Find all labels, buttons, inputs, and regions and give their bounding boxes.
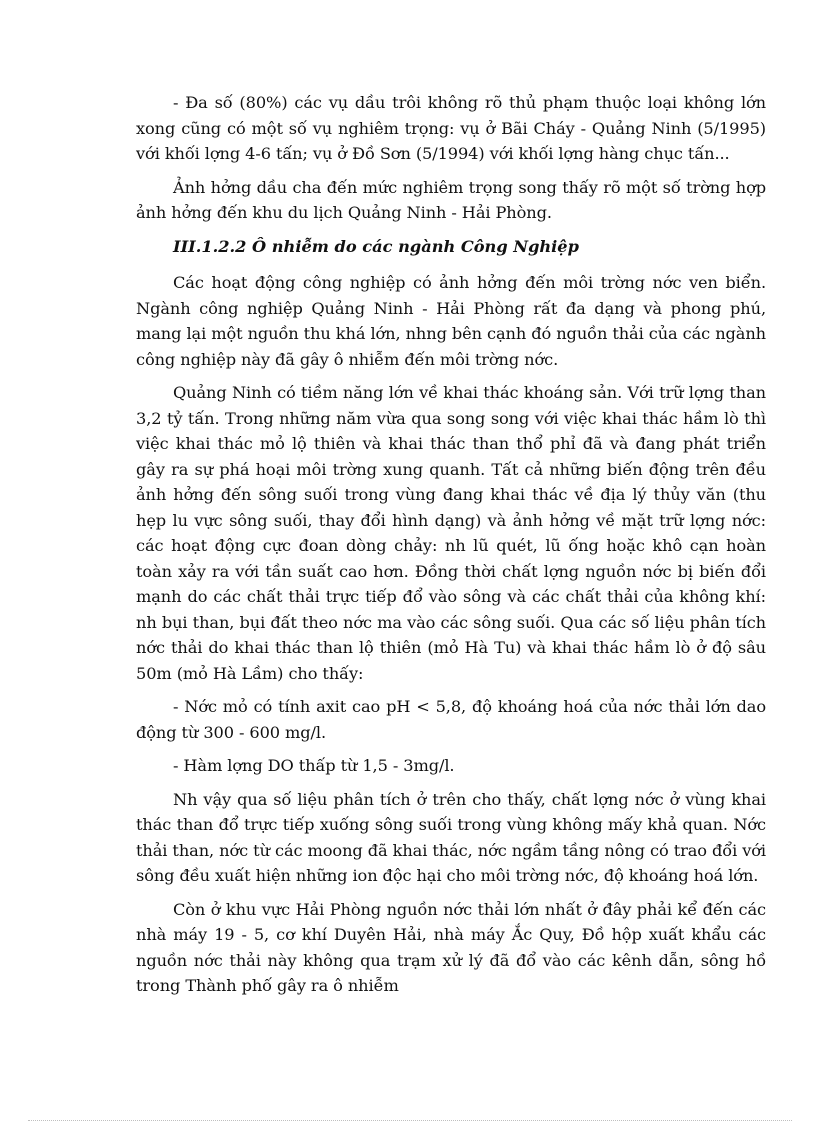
paragraph-industrial-impact: Các hoạt động công nghiệp có ảnh hởng đến môi trờng nớc ven biển. Ngành công nghiệp Quảng Ninh - Hải Phòng rất đa dạng và phong phú, mang lại một nguồn thu khá lớn, nhng bên cạnh đó nguồn thải của các ngành công nghiệp này đã gây ô nhiễm đến môi trờng nớc. <box>136 273 766 369</box>
paragraph-quang-ninh-mining: Quảng Ninh có tiềm năng lớn về khai thác khoáng sản. Với trữ lợng than 3,2 tỷ tấn. Trong những năm vừa qua song song với việc khai thác hầm lò thì việc khai thác mỏ lộ thiên và khai thác than thổ phỉ đã và đang phát triển gây ra sự phá hoại môi trờng xung quanh. Tất cả những biến động trên đều ảnh hởng đến sông suối trong vùng đang khai thác về địa lý thủy văn (thu hẹp lu vực sông suối, thay đổi hình dạng) và ảnh hởng về mặt trữ lợng nớc: các hoạt động cực đoan dòng chảy: nh lũ quét, lũ ống hoặc khô cạn hoàn toàn xảy ra với tần suất cao hơn. Đồng thời chất lợng nguồn nớc bị biến đổi mạnh do các chất thải trực tiếp đổ vào sông và các chất thải của không khí: nh bụi than, bụi đất theo nớc ma vào các sông suối. Qua các số liệu phân tích nớc thải do khai thác than lộ thiên (mỏ Hà Tu) và khai thác hầm lò ở độ sâu 50m (mỏ Hà Lầm) cho thấy: <box>136 383 766 683</box>
page-bottom-dotted-rule <box>28 1120 792 1121</box>
paragraph-oil-impact: Ảnh hởng dầu cha đến mức nghiêm trọng song thấy rõ một số trờng hợp ảnh hởng đến khu du lịch Quảng Ninh - Hải Phòng. <box>136 177 766 222</box>
paragraph-water-quality-summary: Nh vậy qua số liệu phân tích ở trên cho thấy, chất lợng nớc ở vùng khai thác than đổ trực tiếp xuống sông suối trong vùng không mấy khả quan. Nớc thải than, nớc từ các moong đã khai thác, nớc ngầm tầng nông có trao đổi với sông đều xuất hiện những ion độc hại cho môi trờng nớc, độ khoáng hoá lớn. <box>136 789 766 885</box>
document-page <box>136 90 766 1007</box>
paragraph-oil-spill-incidents: - Đa số (80%) các vụ dầu trôi không rõ thủ phạm thuộc loại không lớn xong cũng có một số vụ nghiêm trọng: vụ ở Bãi Cháy - Quảng Ninh (5/1995) với khối lợng 4-6 tấn; vụ ở Đồ Sơn (5/1994) với khối lợng hàng chục tấn... <box>136 93 766 163</box>
section-heading: III.1.2.2 Ô nhiễm do các ngành Công Nghiệp <box>173 236 579 256</box>
paragraph-do-level: - Hàm lợng DO thấp từ 1,5 - 3mg/l. <box>173 756 455 775</box>
paragraph-hai-phong-wastewater: Còn ở khu vực Hải Phòng nguồn nớc thải lớn nhất ở đây phải kể đến các nhà máy 19 - 5, cơ khí Duyên Hải, nhà máy Ắc Quy, Đồ hộp xuất khẩu các nguồn nớc thải này không qua trạm xử lý đã đổ vào các kênh dẫn, sông hồ trong Thành phố gây ra ô nhiễm <box>136 899 766 995</box>
paragraph-mine-water-ph: - Nớc mỏ có tính axit cao pH < 5,8, độ khoáng hoá của nớc thải lớn dao động từ 300 - 600 mg/l. <box>136 697 766 742</box>
